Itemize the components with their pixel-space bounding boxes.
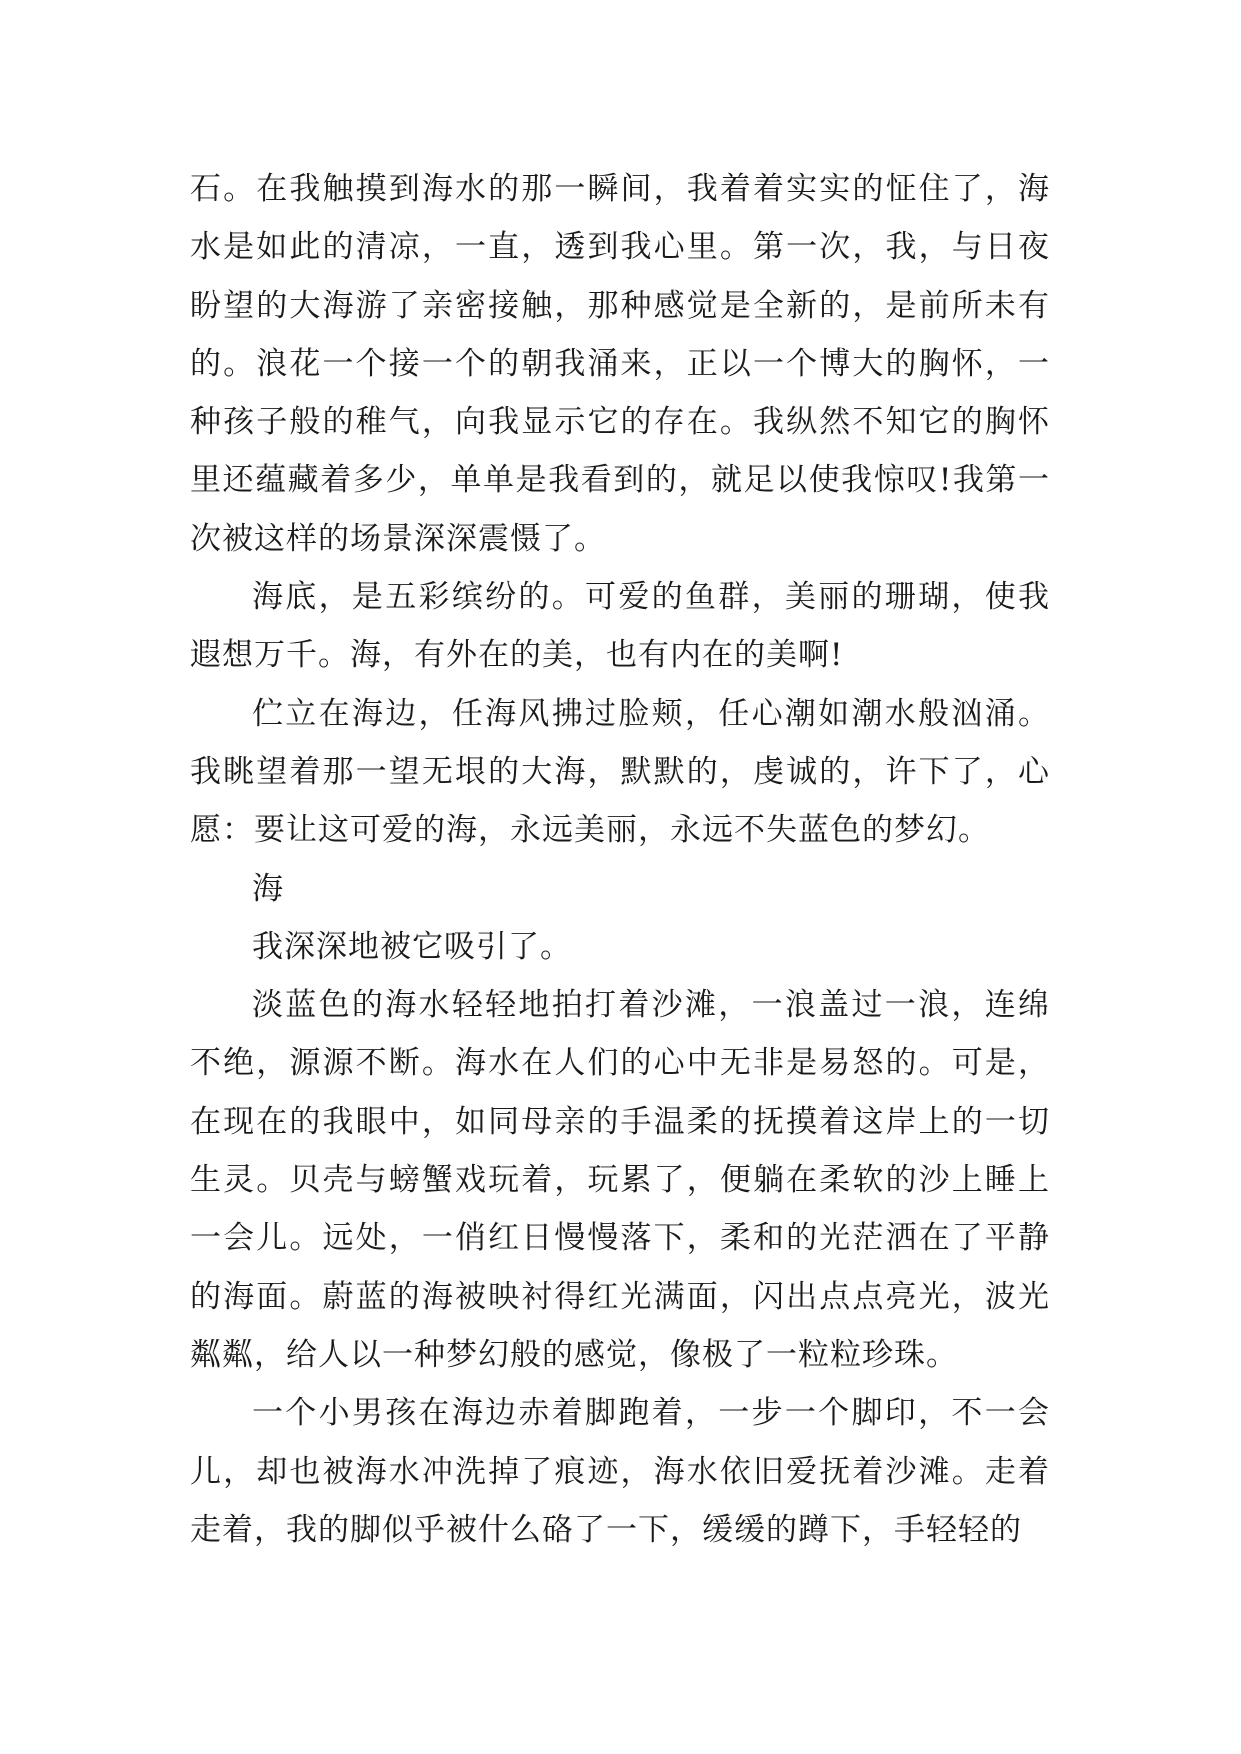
paragraph-3: 伫立在海边，任海风拂过脸颊，任心潮如潮水般汹涌。我眺望着那一望无垠的大海，默默的，虔诚的，许下了，心愿：要让这可爱的海，永远美丽，永远不失蓝色的梦幻。 xyxy=(190,695,1050,849)
document-body xyxy=(190,160,1050,1559)
paragraph-5: 我深深地被它吸引了。 xyxy=(252,928,572,965)
paragraph-7: 一个小男孩在海边赤着脚跑着，一步一个脚印，不一会儿，却也被海水冲洗掉了痕迹，海水依旧爱抚着沙滩。走着走着，我的脚似乎被什么硌了一下，缓缓的蹲下，手轻轻的 xyxy=(190,1395,1050,1548)
paragraph-6: 淡蓝色的海水轻轻地拍打着沙滩，一浪盖过一浪，连绵不绝，源源不断。海水在人们的心中无非是易怒的。可是，在现在的我眼中，如同母亲的手温柔的抚摸着这岸上的一切生灵。贝壳与螃蟹戏玩着，玩累了，便躺在柔软的沙上睡上一会儿。远处，一俏红日慢慢落下，柔和的光茫洒在了平静的海面。蔚蓝的海被映衬得红光满面，闪出点点亮光，波光粼粼，给人以一种梦幻般的感觉，像极了一粒粒珍珠。 xyxy=(190,987,1050,1373)
paragraph-1: 石。在我触摸到海水的那一瞬间，我着着实实的怔住了，海水是如此的清凉，一直，透到我心里。第一次，我，与日夜盼望的大海游了亲密接触，那种感觉是全新的，是前所未有的。浪花一个接一个的朝我涌来，正以一个博大的胸怀，一种孩子般的稚气，向我显示它的存在。我纵然不知它的胸怀里还蕴藏着多少，单单是我看到的，就足以使我惊叹!我第一次被这样的场景深深震慑了。 xyxy=(190,171,1050,557)
paragraph-2: 海底，是五彩缤纷的。可爱的鱼群，美丽的珊瑚，使我遐想万千。海，有外在的美，也有内在的美啊! xyxy=(190,579,1050,674)
section-heading: 海 xyxy=(252,870,284,907)
